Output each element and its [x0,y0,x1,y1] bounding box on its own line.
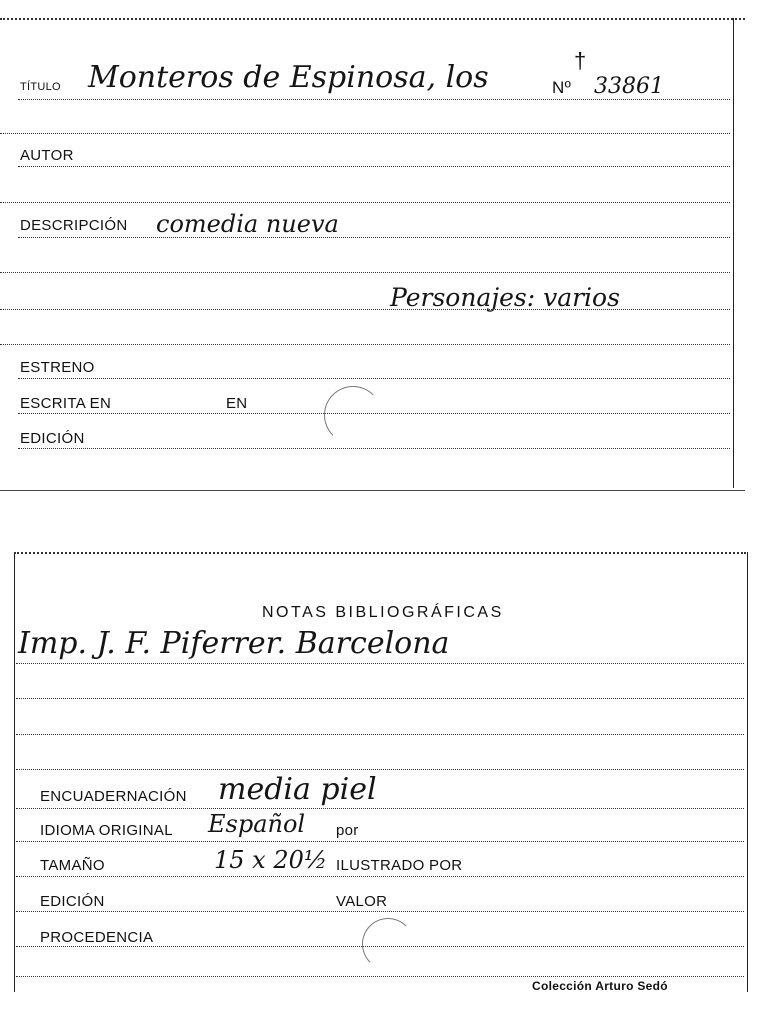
tamano-line [16,876,744,877]
idioma-line [16,841,744,842]
estreno-label: ESTRENO [20,359,95,376]
notes-line [16,663,744,664]
card-bottom-edge [14,552,746,554]
collection-credit: Colección Arturo Sedó [532,979,668,993]
descripcion-value: comedia nueva [156,210,339,238]
numero-value: 33861 [594,74,664,99]
valor-label: VALOR [336,893,388,910]
encuadernacion-line [16,808,744,809]
encuadernacion-value: media piel [218,772,377,807]
notes-line [16,734,744,735]
titulo-label: TÍTULO [20,81,61,93]
autor-line [18,166,730,167]
ruled-line [0,344,730,345]
titulo-line [18,99,730,100]
por-label: por [336,822,359,839]
punch-hole-mark [362,918,414,970]
notes-line [16,769,744,770]
dagger-mark-icon: † [574,48,587,73]
punch-hole-mark [324,386,382,444]
ruled-line [0,202,730,203]
card-separator [0,490,745,491]
autor-label: AUTOR [20,147,74,164]
notes-line [16,698,744,699]
tamano-value: 15 x 20½ [214,846,328,874]
ruled-line [16,976,744,977]
en-label: EN [226,395,248,412]
notas-heading: NOTAS BIBLIOGRÁFICAS [262,604,504,621]
edicion-line-bottom [16,911,744,912]
edicion-label-top: EDICIÓN [20,430,85,447]
estreno-line [18,378,730,379]
personajes-value: Personajes: varios [390,283,620,312]
numero-label: Nº [552,78,572,97]
procedencia-line [16,946,744,947]
descripcion-label: DESCRIPCIÓN [20,217,128,234]
escrita-en-label: ESCRITA EN [20,395,112,412]
ruled-line [0,309,730,310]
encuadernacion-label: ENCUADERNACIÓN [40,788,187,805]
ruled-line [0,133,730,134]
card-top-edge [0,18,745,20]
ruled-line [0,272,730,273]
edicion-line-top [18,448,730,449]
edicion-label-bottom: EDICIÓN [40,893,105,910]
ilustrado-label: ILUSTRADO POR [336,857,463,874]
descripcion-line [18,237,730,238]
titulo-value: Monteros de Espinosa, los [88,60,489,95]
idioma-label: IDIOMA ORIGINAL [40,822,173,839]
tamano-label: TAMAÑO [40,857,105,874]
notas-value: Imp. J. F. Piferrer. Barcelona [18,626,450,661]
procedencia-label: PROCEDENCIA [40,929,154,946]
idioma-value: Español [208,810,306,838]
